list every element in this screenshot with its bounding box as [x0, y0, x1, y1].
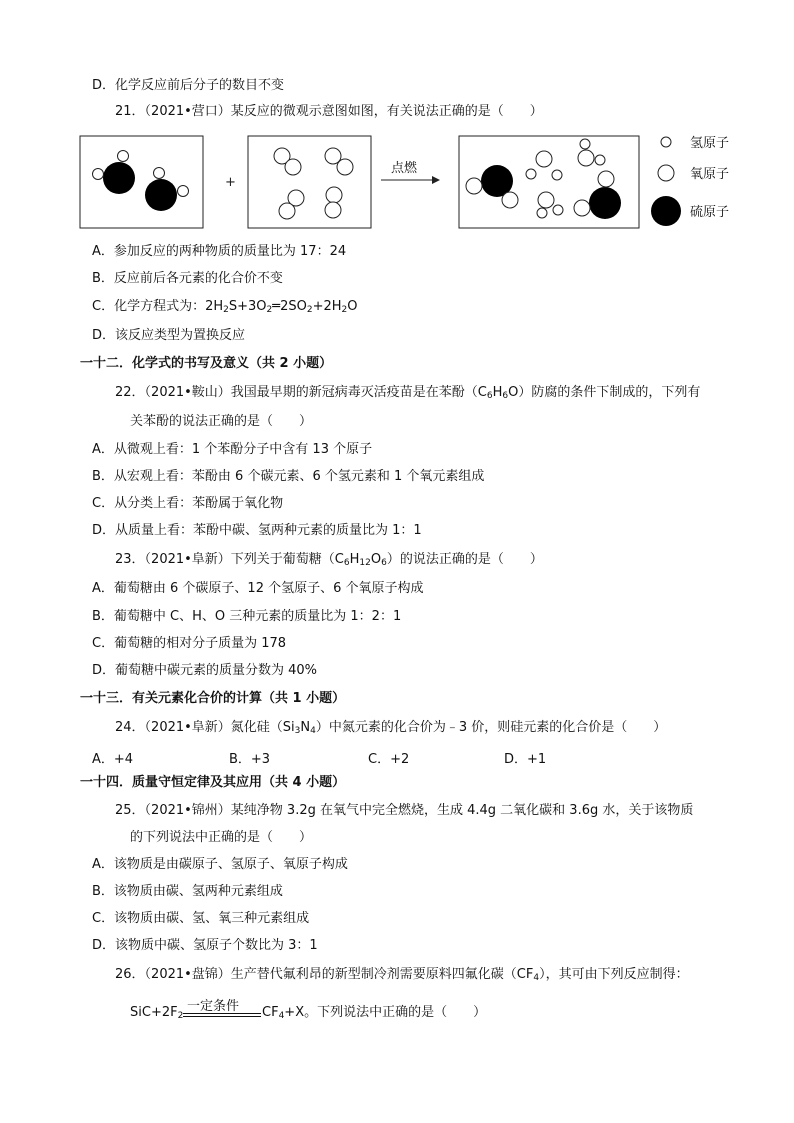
o2-molecule-3 — [279, 190, 304, 219]
q23-option-b: B．葡萄糖中 C、H、O 三种元素的质量比为 1：2：1 — [92, 609, 402, 624]
section-13-heading: 一十三．有关元素化合价的计算（共 1 小题） — [80, 691, 346, 706]
legend-oxygen-label: 氧原子 — [690, 167, 730, 182]
q24-option-d: D．+1 — [504, 752, 547, 767]
reaction-diagram — [0, 120, 794, 240]
so2-molecule-2 — [574, 171, 621, 219]
q26-stem-line1: 26．（2021•盘锦）生产替代氟利昂的新型制冷剂需要原料四氟化碳$(CF_4)$，其可由下列反应制得： — [115, 967, 689, 983]
q21-option-c-prefix: C．化学方程式为：2H — [92, 299, 224, 314]
section-12-heading: 一十二．化学式的书写及意义（共 2 小题） — [80, 356, 333, 371]
q24-option-a: A．+4 — [92, 752, 134, 767]
q25-option-a: A．该物质是由碳原子、氢原子、氧原子构成 — [92, 857, 348, 872]
q21-option-d: D．该反应类型为置换反应 — [92, 328, 246, 343]
reaction-arrow-head — [432, 176, 440, 184]
reaction-micro-diagram-svg — [0, 120, 794, 240]
o2-molecule-1 — [274, 148, 301, 175]
q25-option-b: B．该物质由碳、氢两种元素组成 — [92, 884, 283, 899]
q22-option-b: B．从宏观上看：苯酚由 6 个碳元素、6 个氢元素和 1 个氧元素组成 — [92, 469, 485, 484]
q23-option-a: A．葡萄糖由 6 个碳原子、12 个氢原子、6 个氧原子构成 — [92, 581, 424, 596]
legend-hydrogen-icon — [661, 137, 671, 147]
q23-option-d: D．葡萄糖中碳元素的质量分数为 40% — [92, 663, 318, 678]
q22-option-a: A．从微观上看：1 个苯酚分子中含有 13 个原子 — [92, 442, 373, 457]
q25-option-c: C．该物质由碳、氢、氧三种元素组成 — [92, 911, 310, 926]
q20-option-d: D．化学反应前后分子的数目不变 — [92, 78, 285, 93]
plus-sign: + — [225, 175, 236, 190]
legend-sulfur-icon — [651, 196, 681, 226]
section-14-heading: 一十四．质量守恒定律及其应用（共 4 小题） — [80, 775, 346, 790]
h2o-molecule-1 — [526, 151, 562, 180]
h2o-molecule-2 — [578, 139, 605, 166]
legend-oxygen-icon — [658, 165, 674, 181]
q22-stem-line1: 22．（2021•鞍山）我国最早期的新冠病毒灭活疫苗是在苯酚$(C_6H_6O)$防腐的条件下制成的，下列有 — [115, 385, 701, 401]
q22-option-d: D．从质量上看：苯酚中碳、氢两种元素的质量比为 1：1 — [92, 523, 422, 538]
so2-molecule-1 — [466, 165, 518, 208]
o2-molecule-4 — [325, 187, 342, 218]
q21-option-b: B．反应前后各元素的化合价不变 — [92, 271, 283, 286]
legend-sulfur-label: 硫原子 — [690, 205, 730, 220]
q22-stem-line2: 关苯酚的说法正确的是（ ） — [130, 414, 313, 429]
q25-option-d: D．该物质中碳、氢原子个数比为 3：1 — [92, 938, 318, 953]
q26-equation-line-bottom — [183, 1016, 261, 1017]
o2-molecule-2 — [325, 148, 353, 175]
q25-stem-line1: 25．（2021•锦州）某纯净物 3.2g 在氧气中完全燃烧，生成 4.4g 二氧化碳和 3.6g 水，关于该物质 — [115, 803, 694, 818]
h2s-molecule-1 — [93, 151, 136, 195]
q21-option-c: C．化学方程式为：$2H_2S+3O_2═2SO_2+2H_2O$ — [92, 299, 358, 315]
legend-hydrogen-label: 氢原子 — [690, 136, 730, 151]
q24-stem: 24．（2021•阜新）氮化硅$(Si_3N_4)$中氮元素的化合价为﹣3 价，则硅元素的化合价是（ ） — [115, 720, 667, 736]
h2o-molecule-3 — [537, 192, 563, 218]
q26-equation-right: $CF_4+X$。下列说法中正确的是（ ） — [262, 1005, 487, 1021]
q21-stem: 21．（2021•营口）某反应的微观示意图如图，有关说法正确的是（ ） — [115, 104, 543, 119]
q25-stem-line2: 的下列说法中正确的是（ ） — [130, 830, 313, 845]
reactant-box-2 — [248, 136, 371, 228]
reactant-box-1 — [80, 136, 203, 228]
q23-option-c: C．葡萄糖的相对分子质量为 178 — [92, 636, 287, 651]
q24-option-c: C．+2 — [368, 752, 410, 767]
q26-equation: $SiC+2F_2$ — [130, 1005, 184, 1021]
q23-stem: 23．（2021•阜新）下列关于葡萄糖$(C_6H_{12}O_6)$的说法正确的是（ ） — [115, 552, 543, 568]
q21-option-a: A．参加反应的两种物质的质量比为 17：24 — [92, 244, 347, 259]
q22-option-c: C．从分类上看：苯酚属于氧化物 — [92, 496, 284, 511]
q24-option-b: B．+3 — [229, 752, 271, 767]
arrow-condition-label: 点燃 — [391, 161, 418, 176]
q26-equation-line-top — [183, 1013, 261, 1014]
h2s-molecule-2 — [145, 168, 189, 212]
q26-reaction-condition: 一定条件 — [187, 999, 240, 1014]
